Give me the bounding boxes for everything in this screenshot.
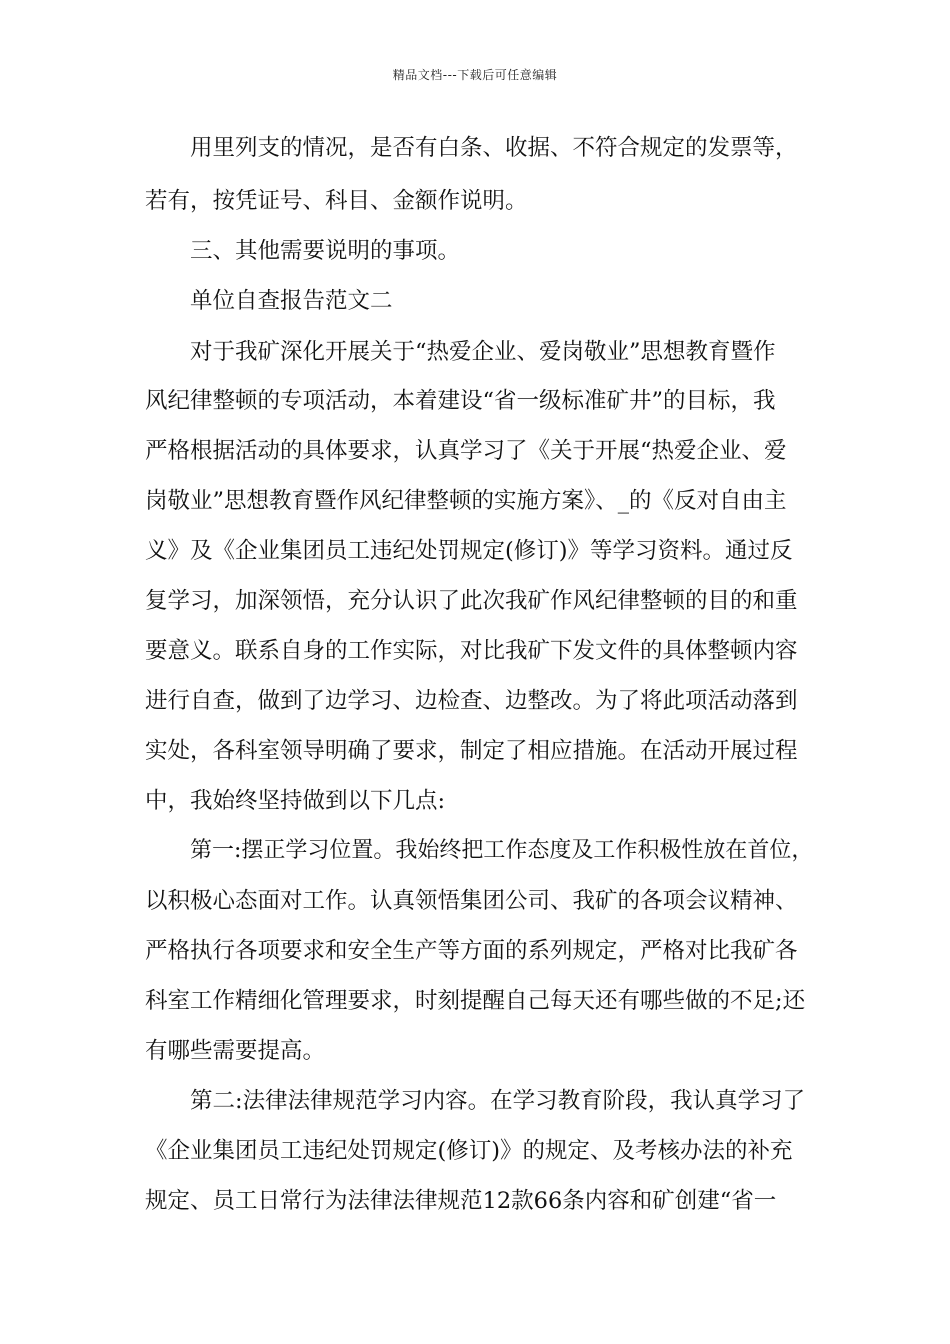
text-line: 若有，按凭证号、科目、金额作说明。 bbox=[145, 188, 528, 214]
text-line: 实处，各科室领导明确了要求，制定了相应措施。在活动开展过程 bbox=[145, 738, 798, 764]
text-line: 有哪些需要提高。 bbox=[145, 1038, 326, 1064]
text-line: 中，我始终坚持做到以下几点: bbox=[145, 788, 446, 814]
text-line: 用里列支的情况，是否有白条、收据、不符合规定的发票等， bbox=[190, 135, 798, 161]
text-line: 以积极心态面对工作。认真领悟集团公司、我矿的各项会议精神、 bbox=[145, 888, 798, 914]
text-line: 义》及《企业集团员工违纪处罚规定(修订)》等学习资料。通过反 bbox=[145, 538, 793, 564]
text-line: 单位自查报告范文二 bbox=[190, 288, 393, 314]
text-line: 第二:法律法律规范学习内容。在学习教育阶段，我认真学习了 bbox=[190, 1088, 806, 1114]
text-line: 第一:摆正学习位置。我始终把工作态度及工作积极性放在首位， bbox=[190, 838, 814, 863]
text-line: 进行自查，做到了边学习、边检查、边整改。为了将此项活动落到 bbox=[145, 688, 798, 714]
text-line: 严格根据活动的具体要求，认真学习了《关于开展“热爱企业、爱 bbox=[145, 438, 787, 464]
text-line: 复学习，加深领悟，充分认识了此次我矿作风纪律整顿的目的和重 bbox=[145, 588, 798, 614]
text-line: 规定、员工日常行为法律法律规范12款66条内容和矿创建“省一 bbox=[145, 1188, 777, 1214]
text-line: 岗敬业”思想教育暨作风纪律整顿的实施方案》、_的《反对自由主 bbox=[145, 488, 787, 514]
text-line: 科室工作精细化管理要求，时刻提醒自己每天还有哪些做的不足;还 bbox=[145, 988, 806, 1014]
text-line: 《企业集团员工违纪处罚规定(修订)》的规定、及考核办法的补充 bbox=[145, 1138, 793, 1164]
text-line: 三、其他需要说明的事项。 bbox=[190, 238, 461, 264]
text-line: 对于我矿深化开展关于“热爱企业、爱岗敬业”思想教育暨作 bbox=[190, 339, 776, 365]
text-line: 要意义。联系自身的工作实际，对比我矿下发文件的具体整顿内容 bbox=[145, 638, 798, 664]
page-header: 精品文档---下载后可任意编辑 bbox=[392, 68, 558, 82]
text-line: 严格执行各项要求和安全生产等方面的系列规定，严格对比我矿各 bbox=[145, 938, 798, 964]
text-line: 风纪律整顿的专项活动，本着建设“省一级标准矿井”的目标，我 bbox=[145, 388, 776, 414]
